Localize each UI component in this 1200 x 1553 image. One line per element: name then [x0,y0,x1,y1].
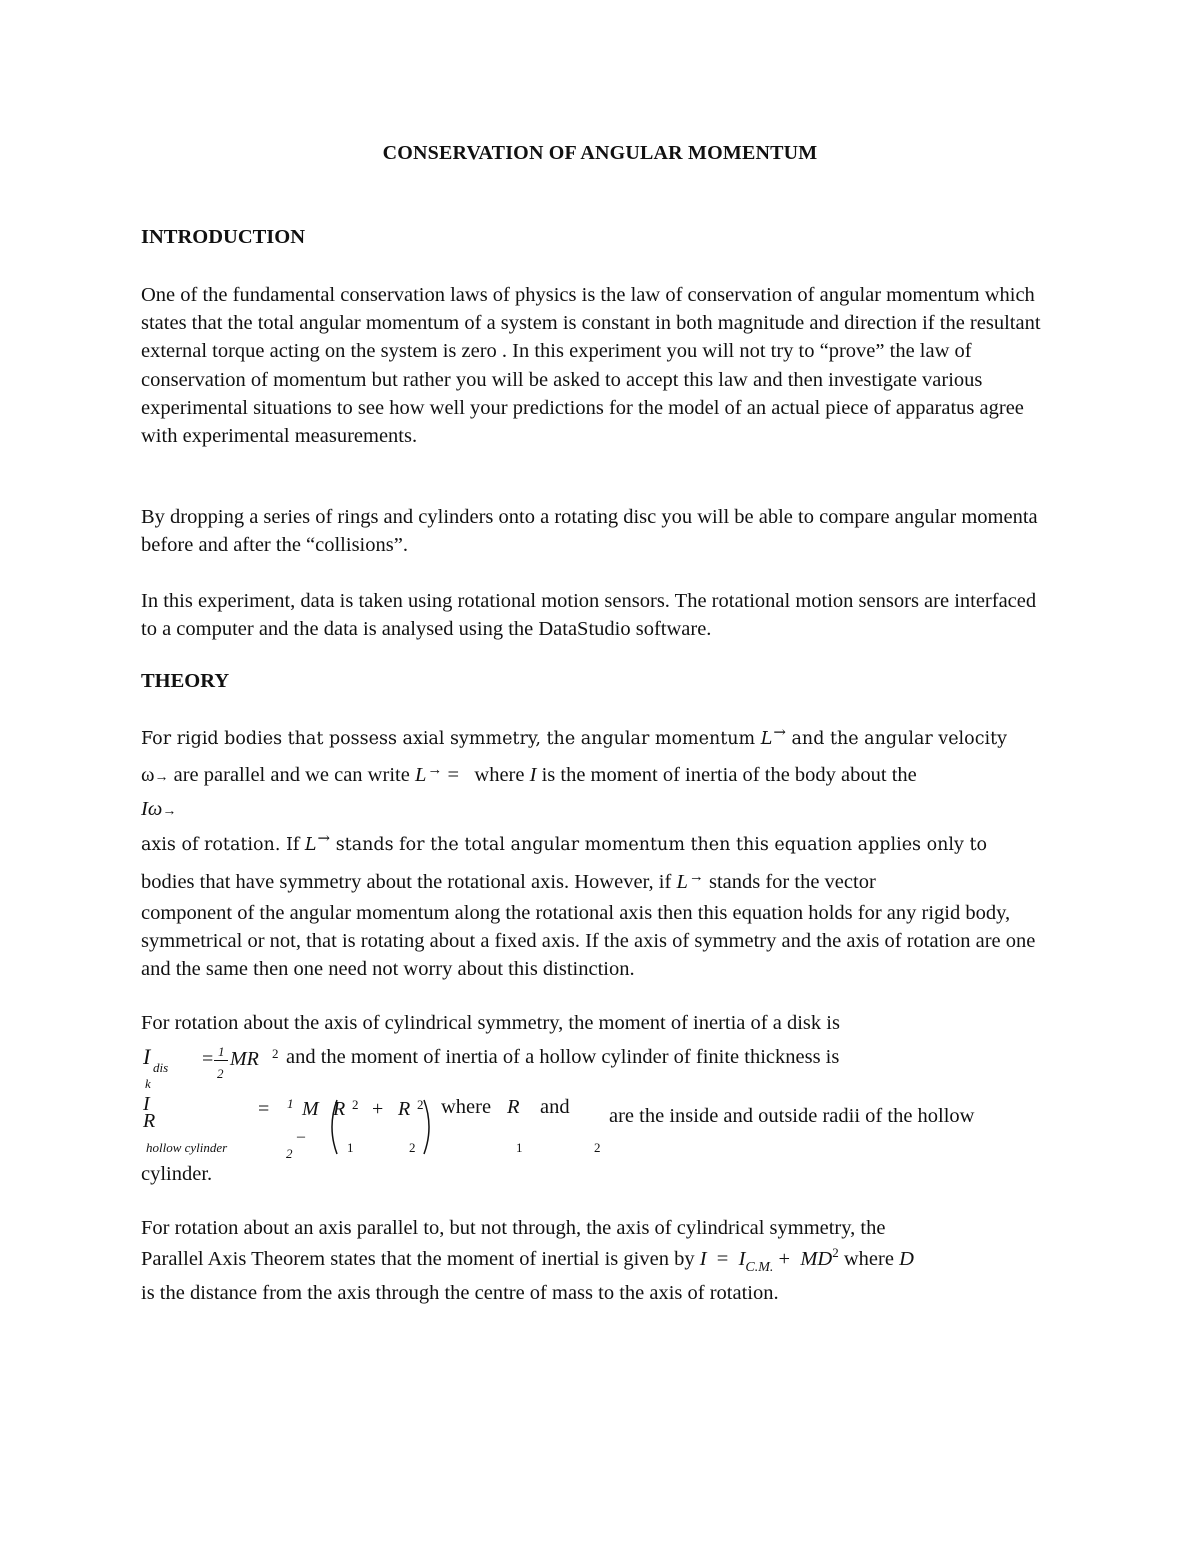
symbol-L: L [676,871,688,893]
disk-rest-text: and the moment of inertia of a hollow cylinder of finite thickness is [286,1046,840,1068]
parallel-line-1: For rotation about an axis parallel to, but not through, the axis of cylindrical symmetry, the [141,1217,886,1239]
vector-arrow-icon: → [154,770,169,785]
symbol-I-hollow: I [143,1093,150,1115]
vector-arrow-icon: → [427,762,443,778]
symbol-omega: ω [141,764,155,786]
subscript-k: k [145,1076,151,1091]
theory-heading: THEORY [141,670,230,692]
theory-line-5-text-a: bodies that have symmetry about the rotational axis. However, if [141,871,672,893]
symbol-L: L [414,764,427,786]
equals-sign: = [716,1248,729,1270]
page-title: CONSERVATION OF ANGULAR MOMENTUM [382,142,818,164]
symbol-L: L [304,835,317,855]
equals-sign: = [447,764,460,786]
theory-line-5 [141,871,876,894]
theory-line-2-text-b: are parallel and we can write [173,764,410,786]
superscript-2: 2 [417,1097,424,1112]
theory-line-2 [141,764,917,787]
theory-line-2-text-d: where [474,764,525,786]
theory-line-5-text-b: stands for the vector [708,871,876,893]
introduction-paragraph-3: In this experiment, data is taken using rotational motion sensors. The rotational motion sensors are interfaced to a computer and the data is analysed using the DataStudio software. [141,590,1037,641]
plus-sign: + [372,1098,384,1120]
equals-sign: = [258,1098,270,1120]
symbol-MD: MD [800,1248,833,1270]
theory-paragraph-rest: component of the angular momentum along the rotational axis then this equation holds for any rigid body, symmetrical or not, that is rotating about a fixed axis. If the axis of symmetry and the axis of rotation are one and the same then one need not worry about this distinction. [141,902,1036,981]
introduction-heading: INTRODUCTION [141,226,306,248]
fraction-numerator: 1 [218,1044,225,1059]
hollow-rest-text: are the inside and outside radii of the hollow [609,1105,975,1127]
symbol-L: L [760,729,773,749]
fraction-denominator: 2 [217,1066,224,1081]
angular-velocity-vector [141,764,169,786]
subscript-hollow-cylinder: hollow cylinder [146,1140,228,1155]
vector-arrow-icon: → [773,723,786,741]
fraction-minus: – [297,1128,305,1145]
vector-arrow-icon: → [317,829,331,847]
subscript-dis: dis [153,1060,169,1075]
introduction-paragraph-1: One of the fundamental conservation laws of physics is the law of conservation of angular momentum which states that the total angular momentum of a system is constant in both magnitude and direction if the resultant external torque acting on the system is zero . In this experiment you will not try to “prove” the law of conservation of momentum but rather you will be asked to accept this law and then investigate various experimental situations to see how well your predictions for the model of an actual piece of apparatus agree with experimental measurements. [141,284,1041,448]
hollow-where-text: where [441,1096,492,1118]
symbol-R-where-1: R [507,1096,520,1118]
symbol-I-disk: I [143,1044,151,1069]
plus-sign: + [778,1248,791,1270]
symbol-I: I [738,1248,746,1270]
theory-line-4-text-a: axis of rotation. If [141,835,300,855]
symbol-D: D [899,1248,914,1270]
angular-momentum-vector [676,871,703,894]
superscript-2: 2 [352,1097,359,1112]
angular-momentum-vector [304,829,331,855]
right-paren-icon [418,1098,438,1156]
fraction-bar [214,1060,228,1061]
parallel-where-text: where [843,1248,894,1270]
superscript-2: 2 [272,1046,279,1061]
subscript-cm: C.M. [745,1260,774,1275]
symbol-I-cm [738,1248,774,1275]
angular-momentum-vector [760,723,786,749]
subscript-2: 2 [594,1140,601,1155]
i-omega-expression [141,798,176,821]
fraction-numerator: 1 [287,1096,294,1111]
hollow-and-text: and [540,1096,570,1118]
symbol-R-hollow: R [143,1110,156,1132]
theory-line-1 [141,723,1008,749]
symbol-R2: R [398,1098,411,1120]
theory-line-4-text-b: stands for the total angular momentum then this equation applies only to [335,835,988,855]
theory-line-1-text-b: and the angular velocity [791,729,1008,749]
parallel-line-3: is the distance from the axis through the centre of mass to the axis of rotation. [141,1282,779,1304]
fraction-denominator: 2 [286,1146,293,1161]
symbol-i-omega: Iω [141,798,163,820]
vector-arrow-icon: → [688,869,704,885]
theory-line-2-text-e: is the moment of inertia of the body about the [541,764,917,786]
inertia-intro: For rotation about the axis of cylindrical symmetry, the moment of inertia of a disk is [141,1012,840,1034]
parallel-line-2-text: Parallel Axis Theorem states that the moment of inertial is given by [141,1248,695,1270]
equals-sign: = [202,1048,214,1070]
subscript-1: 1 [347,1140,354,1155]
vector-arrow-icon: → [162,804,177,819]
symbol-I: I [699,1248,707,1270]
parallel-line-2 [141,1245,914,1275]
symbol-M: M [302,1098,319,1120]
hollow-end-text: cylinder. [141,1163,213,1185]
subscript-1: 1 [516,1140,523,1155]
theory-line-4 [141,829,988,855]
symbol-MR: MR [230,1048,259,1070]
theory-line-1-text-a: For rigid bodies that possess axial symmetry, the angular momentum [141,729,756,749]
subscript-2: 2 [409,1140,416,1155]
symbol-I: I [529,764,537,786]
superscript-2: 2 [832,1245,839,1260]
symbol-R1: R [333,1098,346,1120]
introduction-paragraph-2: By dropping a series of rings and cylinders onto a rotating disc you will be able to compare angular momenta before and after the “collisions”. [141,506,1038,557]
angular-momentum-vector [415,764,442,787]
